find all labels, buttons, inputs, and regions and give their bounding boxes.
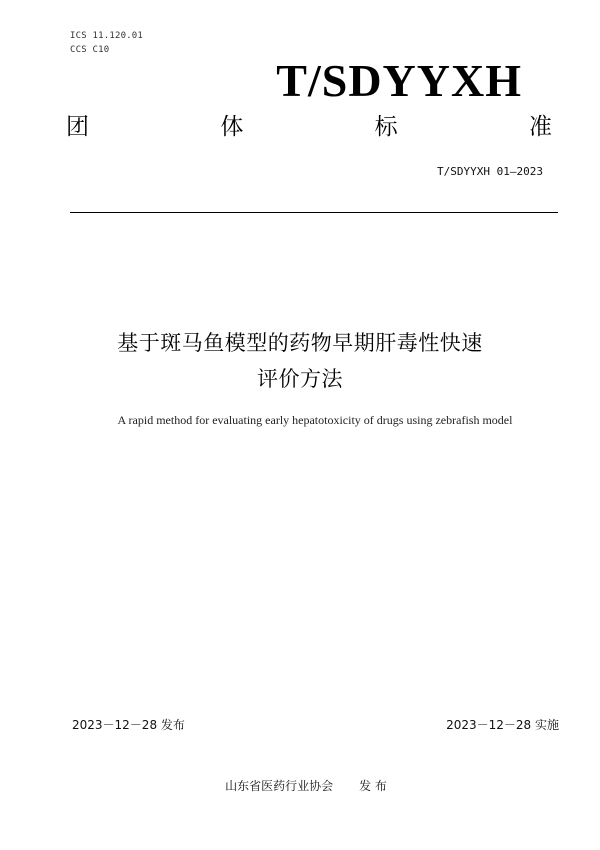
ics-code: ICS 11.120.01: [70, 31, 144, 41]
title-chinese-line-2: 评价方法: [257, 367, 343, 391]
ccs-code: CCS C10: [70, 45, 110, 55]
implementation-date: 2023－12－28 实施: [446, 718, 559, 732]
standard-type-heading: [66, 116, 552, 139]
title-english: A rapid method for evaluating early hepatotoxicity of drugs using zebrafish model: [117, 413, 513, 427]
standard-type-char: 准: [528, 114, 552, 140]
standard-org-code: T/SDYYXH: [276, 55, 522, 106]
publisher-name: 山东省医药行业协会: [225, 779, 334, 793]
header-divider: [70, 212, 558, 213]
standard-type-char: 团: [66, 114, 89, 140]
publisher-action: 发 布: [359, 779, 387, 793]
standard-type-char: 体: [220, 114, 244, 140]
title-chinese-line-1: 基于斑马鱼模型的药物早期肝毒性快速: [117, 331, 483, 355]
standard-number: T/SDYYXH 01—2023: [437, 165, 543, 178]
issue-date: 2023－12－28 发布: [72, 718, 185, 732]
publisher-line: [0, 777, 600, 794]
standard-type-char: 标: [374, 114, 398, 140]
